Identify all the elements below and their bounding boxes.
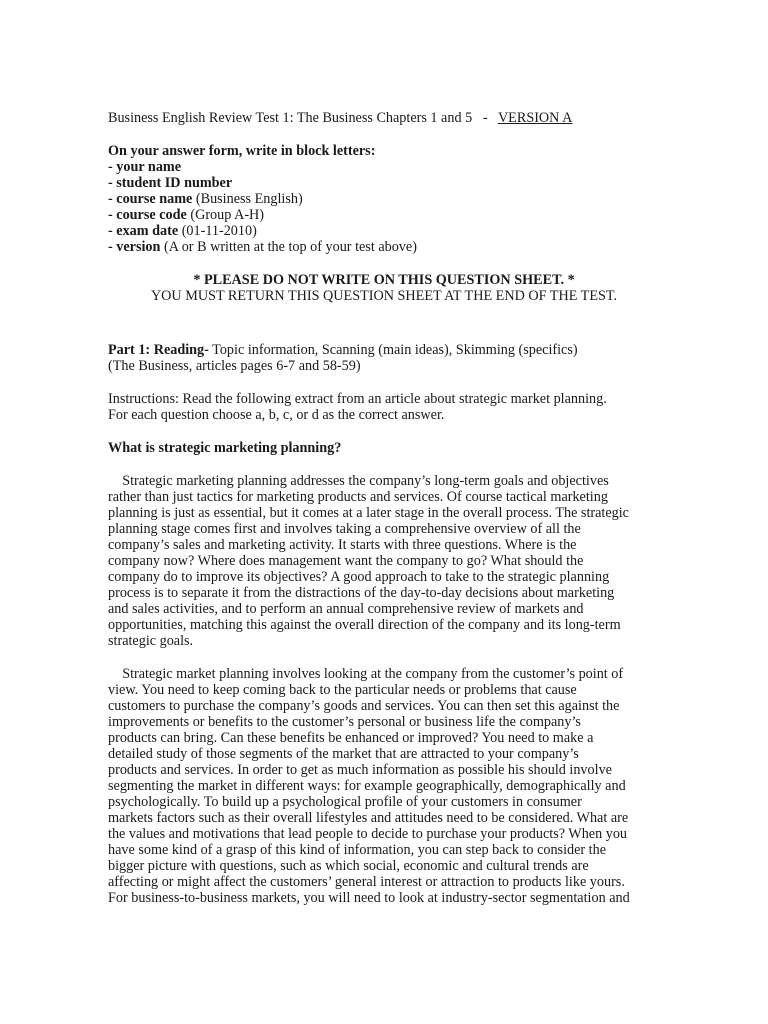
article-heading-block — [108, 440, 648, 456]
paragraph-line: Strategic market planning involves looking at the company from the customer’s point of — [108, 666, 624, 682]
item-label: - student ID number — [108, 175, 233, 191]
reading-instructions — [108, 391, 648, 423]
paragraph-line: planning stage comes first and involves taking a comprehensive overview of all the — [108, 521, 581, 537]
paragraph-line: opportunities, matching this against the overall direction of the company and its long-term — [108, 617, 621, 633]
paragraph-line: company do to improve its objectives? A good approach to take to the strategic planning — [108, 569, 610, 585]
answer-form-item — [108, 239, 648, 255]
answer-form-item — [108, 159, 648, 175]
part1-heading-block — [108, 342, 648, 374]
paragraph-line: company now? Where does management want the company to go? What should the — [108, 553, 584, 569]
notice-line-2: YOU MUST RETURN THIS QUESTION SHEET AT THE END OF THE TEST. — [150, 288, 618, 304]
paragraph-line: detailed study of those segments of the market that are attracted to your company’s — [108, 746, 579, 762]
answer-form-item — [108, 223, 648, 239]
part1-heading — [108, 342, 648, 358]
paragraph-line: process is to separate it from the distractions of the day-to-day decisions about marketing — [108, 585, 615, 601]
version-label: VERSION A — [497, 110, 573, 126]
notice-line-1: * PLEASE DO NOT WRITE ON THIS QUESTION SHEET. * — [193, 272, 575, 288]
paragraph-line: affecting or might affect the customers’ general interest or attraction to products like yours. — [108, 874, 625, 890]
notice-block — [0, 272, 768, 304]
paragraph-line: psychologically. To build up a psychological profile of your customers in consumer — [108, 794, 582, 810]
item-label: - version — [108, 239, 161, 255]
paragraph-line: improvements or benefits to the customer’s personal or business life the company’s — [108, 714, 581, 730]
part1-label: Part 1: Reading- — [108, 342, 209, 358]
article-heading: What is strategic marketing planning? — [108, 440, 342, 456]
answer-form-item — [108, 207, 648, 223]
title-text: Business English Review Test 1: The Business Chapters 1 and 5 - — [108, 110, 498, 126]
paragraph-line: and sales activities, and to perform an annual comprehensive review of markets and — [108, 601, 584, 617]
item-label: - course name — [108, 191, 193, 207]
answer-form-item — [108, 175, 648, 191]
item-label: - exam date — [108, 223, 179, 239]
item-detail: (Business English) — [192, 191, 303, 207]
instructions-line-2: For each question choose a, b, c, or d as the correct answer. — [108, 407, 445, 423]
item-detail: (01-11-2010) — [178, 223, 257, 239]
paragraph-line: products and services. In order to get as much information as possible his should involve — [108, 762, 612, 778]
paragraph-line: For business-to-business markets, you will need to look at industry-sector segmentation and — [108, 890, 630, 906]
paragraph-line: bigger picture with questions, such as which social, economic and cultural trends are — [108, 858, 589, 874]
paragraph-line: products can bring. Can these benefits be enhanced or improved? You need to make a — [108, 730, 594, 746]
article-paragraph-1 — [108, 473, 648, 649]
paragraph-line: strategic goals. — [108, 633, 194, 649]
paragraph-line: rather than just tactics for marketing products and services. Of course tactical marketing — [108, 489, 608, 505]
answer-form-instructions — [108, 143, 648, 255]
instructions-line-1: Instructions: Read the following extract from an article about strategic market planning. — [108, 391, 607, 407]
item-label: - course code — [108, 207, 187, 223]
paragraph-line: segmenting the market in different ways: for example geographically, demographically and — [108, 778, 626, 794]
paragraph-line: markets factors such as their overall lifestyles and attitudes need to be considered. What are — [108, 810, 629, 826]
paragraph-line: the values and motivations that lead people to decide to purchase your products? When you — [108, 826, 628, 842]
paragraph-line: customers to purchase the company’s goods and services. You can then set this against the — [108, 698, 620, 714]
document-title — [108, 110, 648, 126]
paragraph-line: Strategic marketing planning addresses the company’s long-term goals and objectives — [108, 473, 609, 489]
document-page — [108, 110, 648, 906]
paragraph-line: company’s sales and marketing activity. It starts with three questions. Where is the — [108, 537, 577, 553]
part1-topics: Topic information, Scanning (main ideas), Skimming (specifics) — [208, 342, 578, 358]
paragraph-line: planning is just as essential, but it comes at a later stage in the overall process. The strategic — [108, 505, 629, 521]
paragraph-line: have some kind of a grasp of this kind of information, you can step back to consider the — [108, 842, 607, 858]
item-detail: (Group A-H) — [186, 207, 265, 223]
answer-form-heading: On your answer form, write in block letters: — [108, 143, 376, 159]
article-paragraph-2 — [108, 666, 648, 906]
part1-subheading: (The Business, articles pages 6-7 and 58-59) — [108, 358, 361, 374]
paragraph-line: view. You need to keep coming back to the particular needs or problems that cause — [108, 682, 577, 698]
answer-form-item — [108, 191, 648, 207]
item-label: - your name — [108, 159, 182, 175]
item-detail: (A or B written at the top of your test above) — [160, 239, 417, 255]
